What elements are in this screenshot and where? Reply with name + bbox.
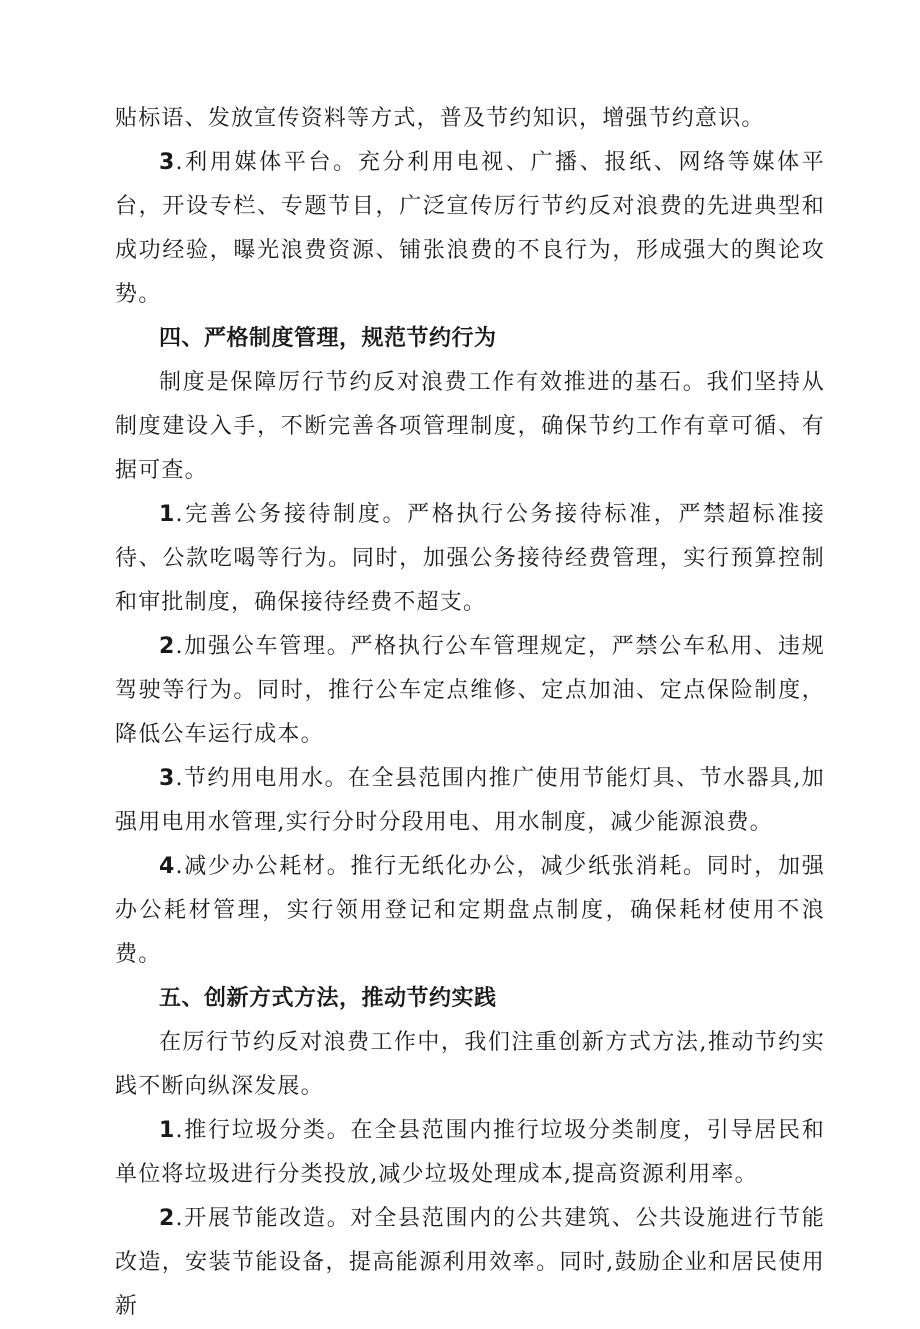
paragraph-continuation [115,97,825,141]
paragraph-text: 贴标语、发放宣传资料等方式，普及节约知识，增强节约意识。 [115,106,765,131]
item-number: 4 [159,854,176,879]
section-heading-4: 四、严格制度管理，规范节约行为 [159,326,497,351]
paragraph-text: 在厉行节约反对浪费工作中，我们注重创新方式方法,推动节约实践不断向纵深发展。 [115,1030,825,1099]
document-body [115,97,825,1329]
paragraph-waste-sorting [115,1109,825,1197]
item-number: 2 [159,1206,176,1231]
paragraph-system-intro [115,361,825,493]
paragraph-text: .开展节能改造。对全县范围内的公共建筑、公共设施进行节能改造，安装节能设备，提高能源利用效率。同时,鼓励企业和居民使用新 [115,1206,825,1319]
section-heading-5: 五、创新方式方法，推动节约实践 [159,986,497,1011]
paragraph-text: 制度是保障厉行节约反对浪费工作有效推进的基石。我们坚持从制度建设入手，不断完善各项管理制度，确保节约工作有章可循、有据可查。 [115,370,825,483]
item-number: 1 [159,502,176,527]
paragraph-text: .完善公务接待制度。严格执行公务接待标准，严禁超标准接待、公款吃喝等行为。同时，加强公务接待经费管理，实行预算控制和审批制度，确保接待经费不超支。 [115,502,825,615]
paragraph-text: .节约用电用水。在全县范围内推广使用节能灯具、节水器具,加强用电用水管理,实行分时分段用电、用水制度，减少能源浪费。 [115,766,825,835]
paragraph-text: .推行垃圾分类。在全县范围内推行垃圾分类制度，引导居民和单位将垃圾进行分类投放,减少垃圾处理成本,提高资源利用率。 [115,1118,825,1187]
paragraph-media-platform [115,141,825,317]
paragraph-text: .减少办公耗材。推行无纸化办公，减少纸张消耗。同时，加强办公耗材管理，实行领用登记和定期盘点制度，确保耗材使用不浪费。 [115,854,825,967]
item-number: 1 [159,1118,176,1143]
paragraph-office-supplies [115,845,825,977]
paragraph-reception [115,493,825,625]
item-number: 3 [159,150,176,175]
paragraph-text: .加强公车管理。严格执行公车管理规定，严禁公车私用、违规驾驶等行为。同时，推行公车定点维修、定点加油、定点保险制度，降低公车运行成本。 [115,634,825,747]
paragraph-text: .利用媒体平台。充分利用电视、广播、报纸、网络等媒体平台，开设专栏、专题节目，广泛宣传厉行节约反对浪费的先进典型和成功经验，曝光浪费资源、铺张浪费的不良行为，形成强大的舆论攻势。 [115,150,825,307]
paragraph-energy-retrofit [115,1197,825,1329]
item-number: 2 [159,634,176,659]
paragraph-vehicles [115,625,825,757]
paragraph-innovation-intro [115,1021,825,1109]
item-number: 3 [159,766,176,791]
paragraph-utilities [115,757,825,845]
